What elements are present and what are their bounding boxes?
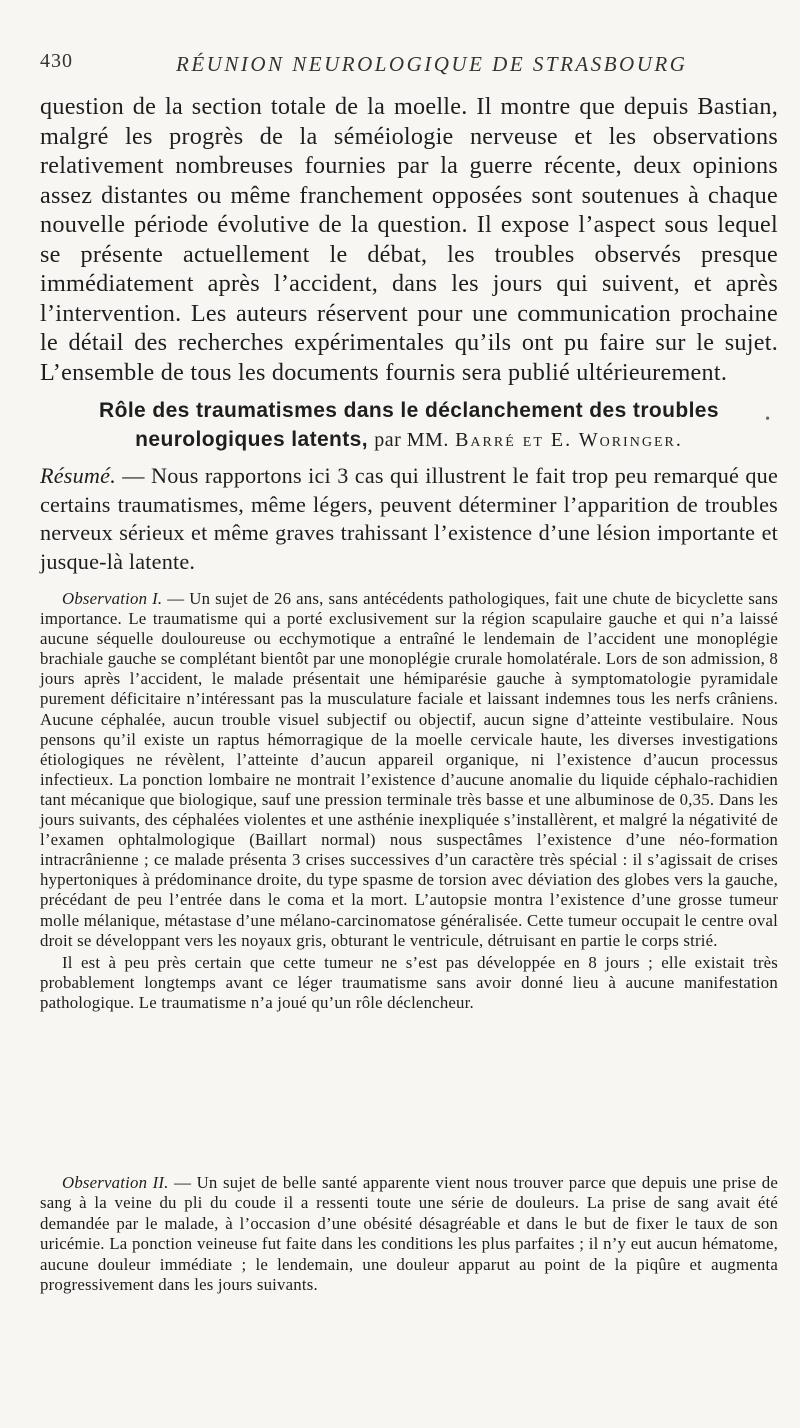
observation-1-label: Observation I. — [62, 589, 163, 608]
summary-dash: — — [115, 463, 151, 488]
intro-paragraph: question de la section totale de la moelle. Il montre que depuis Bastian, malgré les progrès de la séméiologie nerveuse et les observations relativement nombreuses fournies par la guerre récente, deux opinions assez distantes ou même franchement opposées sont soutenues à chaque nouvelle période évolutive de la question. Il expose l’aspect sous lequel se présente actuellement le débat, les troubles observés presque immédiatement après l’accident, dans les jours qui suivent, et après l’intervention. Les auteurs réservent pour une communication prochaine le détail des recherches expérimentales qu’ils ont pu faire sur le sujet. L’ensemble de tous les documents fournis sera publié ultérieurement. — [40, 93, 778, 386]
observation-1-conclusion: Il est à peu près certain que cette tumeur ne s’est pas développée en 8 jours ; elle existait très probablement longtemps avant ce léger traumatisme sans avoir donné lieu à aucune manifestation pathologique. Le traumatisme n’a joué qu’un rôle déclencheur. — [40, 952, 778, 1012]
observation-1-text: Un sujet de 26 ans, sans antécédents pathologiques, fait une chute de bicyclette sans importance. Le traumatisme qui a porté exclusivement sur la région scapulaire gauche et qui n’a laissé aucune séquelle douloureuse ou ecchymotique a entraîné le lendemain de l’accident une monoplégie brachiale gauche se complétant bientôt par une monoplégie crurale homolatérale. Lors de son admission, 8 jours après l’accident, le malade présentait une hémiparésie gauche à symptomatologie pyramidale purement déficitaire n’intéressant pas la musculature faciale et laissant indemnes tous les nerfs crâniens. Aucune céphalée, aucun trouble visuel subjectif ou objectif, aucun signe d’atteinte vestibulaire. Nous pensons qu’il existe un raptus hémorragique de la moelle cervicale haute, les diverses investigations étiologiques ne révèlent, l’atteinte d’aucun appareil organique, ni l’existence d’aucun processus infectieux. La ponction lombaire ne montrait l’existence d’aucune anomalie du liquide céphalo-rachidien tant mécanique que biologique, sauf une pression terminale très basse et une albuminose de 0,35. Dans les jours suivants, des céphalées violentes et une asthénie inexpliquée s’installèrent, et malgré la négativité de l’examen ophtalmologique (Baillart normal) nous suspectâmes l’existence d’une néo-formation intracrânienne ; ce malade présenta 3 crises successives d’un caractère très spécial : il s’agissait de crises hypertoniques à prédominance droite, du type spasme de torsion avec déviation des globes vers la gauche, précédant de peu l’entrée dans le coma et la mort. L’autopsie montra l’existence d’une grosse tumeur molle mélanique, métastase d’une mélano-carcinomatose généralisée. Cette tumeur occupait le centre oval droit se développant vers les noyaux gris, obturant le ventricule, détruisant en partie le corps strié. — [40, 589, 778, 950]
observation-1-dash: — — [162, 589, 190, 608]
margin-mark: • — [765, 412, 770, 427]
running-header — [40, 44, 760, 78]
observation-2-block — [40, 1173, 778, 1295]
observation-2-dash: — — [168, 1173, 197, 1192]
journal-running-title: RÉUNION NEUROLOGIQUE DE STRASBOURG — [176, 52, 688, 76]
section-title-text: Rôle des traumatismes dans le déclanchement des troubles neurologiques latents, — [99, 399, 719, 451]
page-number: 430 — [40, 50, 73, 72]
observation-2-label: Observation II. — [62, 1173, 169, 1192]
summary-label: Résumé. — [40, 463, 116, 488]
observation-2-text: Un sujet de belle santé apparente vient nous trouver parce que depuis une prise de sang à la veine du pli du coude il a ressenti toute une série de douleurs. La prise de sang avait été demandée par le malade, à l’occasion d’une obésité désagréable et dans le but de fixer le taux de son uricémie. La ponction veineuse fut faite dans les conditions les plus parfaites ; il n’y eut aucun hématome, aucune douleur immédiate ; le lendemain, une douleur apparut au point de la piqûre et augmenta progressivement dans les jours suivants. — [40, 1173, 779, 1295]
authors-prefix: par MM. — [374, 429, 449, 451]
observation-1-block — [40, 589, 778, 1013]
authors-names: Barré et E. Woringer. — [455, 429, 683, 451]
section-heading — [40, 396, 778, 455]
summary-text: Nous rapportons ici 3 cas qui illustrent le fait trop peu remarqué que certains traumatismes, même légers, peuvent déterminer l’apparition de troubles nerveux sérieux et même graves trahissant l’existence d’une lésion importante et jusque-là latente. — [40, 463, 778, 574]
observation-2-paragraph — [40, 1173, 778, 1295]
observation-1-paragraph — [40, 589, 778, 951]
summary-paragraph — [40, 462, 778, 576]
